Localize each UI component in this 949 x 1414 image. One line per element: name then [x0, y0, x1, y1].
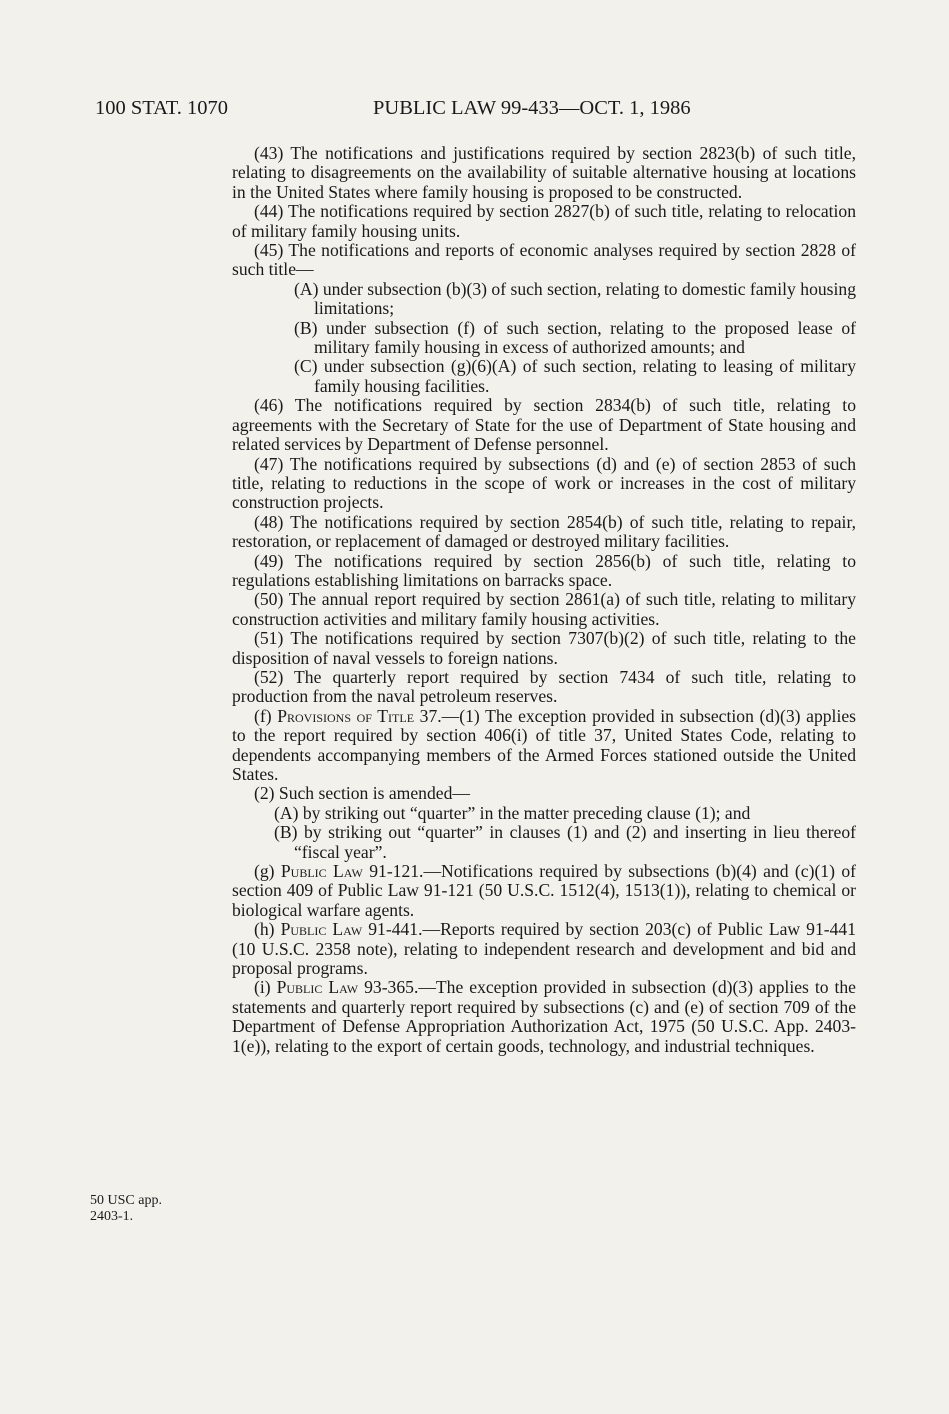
paragraph-46: (46) The notifications required by section 2834(b) of such title, relating to agreements with the Secretary of State for the use of Department of State housing and related services by Department of Defense personnel.: [232, 395, 856, 455]
subsection-h: [232, 920, 856, 978]
margin-note: [90, 1193, 200, 1225]
subsection-f-2-a: (A) by striking out “quarter” in the matter preceding clause (1); and: [274, 802, 751, 823]
paragraph-44: (44) The notifications required by section 2827(b) of such title, relating to relocation of military family housing units.: [232, 201, 856, 241]
subsection-f-2-b: (B) by striking out “quarter” in clauses (1) and (2) and inserting in lieu thereof “fiscal year”.: [274, 822, 856, 862]
paragraph-45: (45) The notifications and reports of economic analyses required by section 2828 of such title—: [232, 240, 856, 280]
paragraph-48: (48) The notifications required by section 2854(b) of such title, relating to repair, restoration, or replacement of damaged or destroyed military facilities.: [232, 511, 856, 552]
stat-reference: 100 STAT. 1070: [95, 97, 228, 119]
subsection-i-prefix: (i): [254, 977, 277, 998]
paragraph-47: (47) The notifications required by subsections (d) and (e) of section 2853 of such title, relating to reductions in the scope of work or increases in the cost of military construction projects.: [232, 453, 856, 513]
paragraph-45-b: (B) under subsection (f) of such section, relating to the proposed lease of military family housing in excess of authorized amounts; and: [294, 317, 856, 358]
subsection-g-heading: Public Law: [280, 861, 363, 882]
subsection-h-prefix: (h): [254, 919, 281, 940]
document-body: [232, 144, 856, 1056]
subsection-g-prefix: (g): [254, 861, 281, 882]
subsection-f-2: (2) Such section is amended—: [254, 783, 470, 804]
subsection-i: [232, 978, 856, 1056]
subsection-f-text: .—(1) The exception provided in subsection (d)(3) applies to the report required by section 406(i) of title 37, United States Code, relating to dependents accompanying members of the Armed Forces stationed outside the United States.: [232, 705, 856, 784]
subsection-h-text: 91-441.—Reports required by section 203(c) of Public Law 91-441 (10 U.S.C. 2358 note), relating to independent research and development and bid and proposal programs.: [232, 919, 856, 979]
paragraph-45-c: (C) under subsection (g)(6)(A) of such section, relating to leasing of military family housing facilities.: [294, 356, 856, 396]
paragraph-43: (43) The notifications and justifications required by section 2823(b) of such title, relating to disagreements on the availability of suitable alternative housing at locations in the United States where family housing is proposed to be constructed.: [232, 143, 856, 202]
subsection-g: [232, 862, 856, 920]
law-reference: PUBLIC LAW 99-433—OCT. 1, 1986: [373, 97, 691, 119]
margin-note-line-2: 2403-1.: [90, 1209, 134, 1224]
subsection-h-heading: Public Law: [280, 919, 363, 940]
subsection-f-prefix: (f): [254, 705, 278, 726]
subsection-i-heading: Public Law: [276, 977, 359, 998]
paragraph-49: (49) The notifications required by section 2856(b) of such title, relating to regulations establishing limitations on barracks space.: [232, 550, 856, 590]
subsection-f: [232, 707, 856, 785]
subsection-g-text: 91-121.—Notifications required by subsections (b)(4) and (c)(1) of section 409 of Public Law 91-121 (50 U.S.C. 1512(4), 1513(1)), relating to chemical or biological warfare agents.: [232, 861, 856, 920]
paragraph-51: (51) The notifications required by section 7307(b)(2) of such title, relating to the disposition of naval vessels to foreign nations.: [232, 628, 856, 668]
paragraph-52: (52) The quarterly report required by section 7434 of such title, relating to production from the naval petroleum reserves.: [232, 666, 856, 707]
paragraph-45-a: (A) under subsection (b)(3) of such section, relating to domestic family housing limitations;: [294, 278, 856, 319]
subsection-i-text: 93-365.—The exception provided in subsection (d)(3) applies to the statements and quarterly report required by subsections (c) and (e) of section 709 of the Department of Defense Appropriation Authorization Act, 1975 (50 U.S.C. App. 2403-1(e)), relating to the export of certain goods, technology, and industrial techniques.: [232, 977, 856, 1056]
margin-note-line-1: 50 USC app.: [90, 1193, 162, 1208]
paragraph-50: (50) The annual report required by section 2861(a) of such title, relating to military construction activities and military family housing activities.: [232, 589, 856, 629]
subsection-f-heading: Provisions of Title 37: [277, 705, 438, 726]
